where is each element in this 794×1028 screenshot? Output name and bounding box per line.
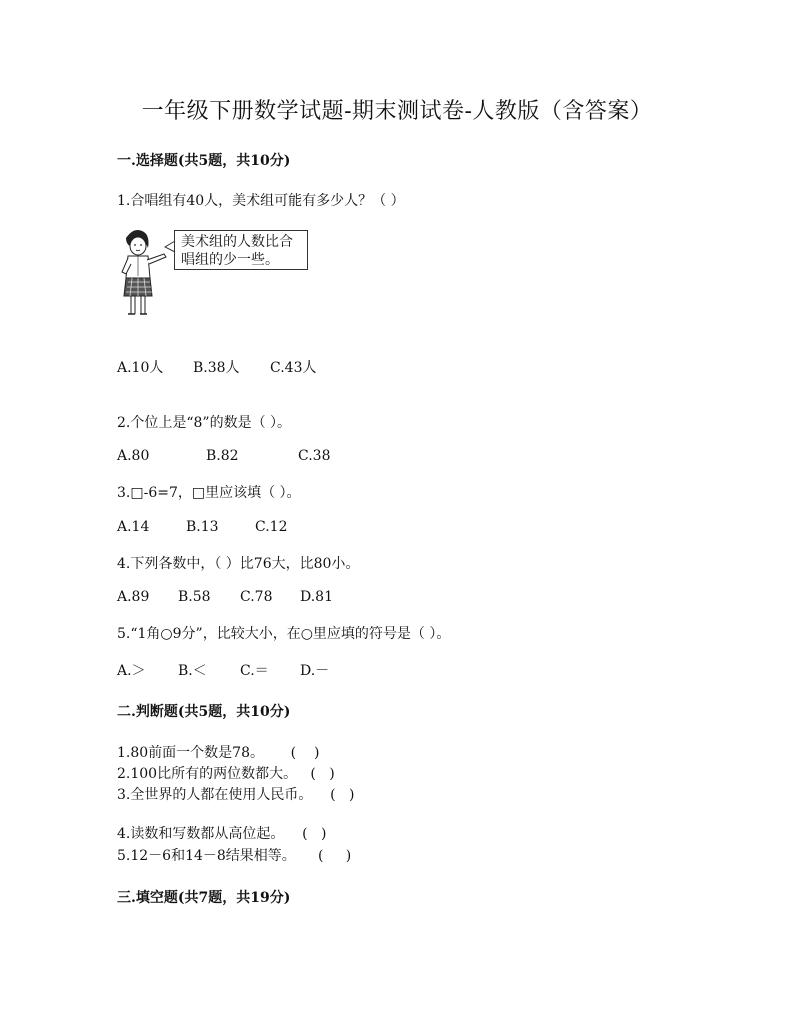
page-title: 一年级下册数学试题-期末测试卷-人教版（含答案） bbox=[141, 99, 653, 124]
q3-option-c: C.12 bbox=[255, 519, 288, 535]
judge-item-3: 3.全世界的人都在使用人民币。 ( ) bbox=[117, 787, 355, 803]
q4-option-c: C.78 bbox=[240, 589, 273, 605]
q5-option-d: D.－ bbox=[300, 663, 330, 679]
question-2: 2.个位上是“8”的数是（ ）。 bbox=[117, 415, 292, 431]
q1-option-c: C.43人 bbox=[270, 360, 317, 376]
question-5: 5.“1角○9分”，比较大小，在○里应填的符号是（ ）。 bbox=[117, 626, 451, 642]
judge-item-1: 1.80前面一个数是78。 ( ) bbox=[117, 745, 320, 761]
section-heading-judge: 二.判断题(共5题，共10分) bbox=[117, 704, 291, 720]
q3-option-b: B.13 bbox=[186, 519, 219, 535]
judge-item-5: 5.12－6和14－8结果相等。 ( ) bbox=[117, 848, 352, 864]
q2-option-a: A.80 bbox=[117, 448, 150, 464]
judge-item-4: 4.读数和写数都从高位起。 ( ) bbox=[117, 826, 327, 842]
q3-option-a: A.14 bbox=[117, 519, 150, 535]
q5-option-a: A.＞ bbox=[117, 663, 146, 679]
speech-bubble: 美术组的人数比合唱组的少一些。 bbox=[174, 230, 308, 270]
q4-option-d: D.81 bbox=[300, 589, 333, 605]
q4-option-b: B.58 bbox=[178, 589, 211, 605]
question-4: 4.下列各数中，（ ）比76大，比80小。 bbox=[117, 556, 360, 572]
q1-option-a: A.10人 bbox=[117, 360, 164, 376]
q5-option-c: C.＝ bbox=[240, 663, 269, 679]
question-3: 3.□-6=7，□里应该填（ ）。 bbox=[117, 485, 301, 501]
q4-option-a: A.89 bbox=[117, 589, 150, 605]
question-1: 1.合唱组有40人，美术组可能有多少人？（ ） bbox=[117, 193, 405, 209]
judge-item-2: 2.100比所有的两位数都大。 ( ) bbox=[117, 766, 335, 782]
q2-option-c: C.38 bbox=[298, 448, 331, 464]
q1-option-b: B.38人 bbox=[193, 360, 240, 376]
section-heading-choice: 一.选择题(共5题，共10分) bbox=[117, 153, 291, 169]
q2-option-b: B.82 bbox=[206, 448, 239, 464]
section-heading-fill: 三.填空题(共7题，共19分) bbox=[117, 890, 291, 906]
q5-option-b: B.＜ bbox=[178, 663, 207, 679]
